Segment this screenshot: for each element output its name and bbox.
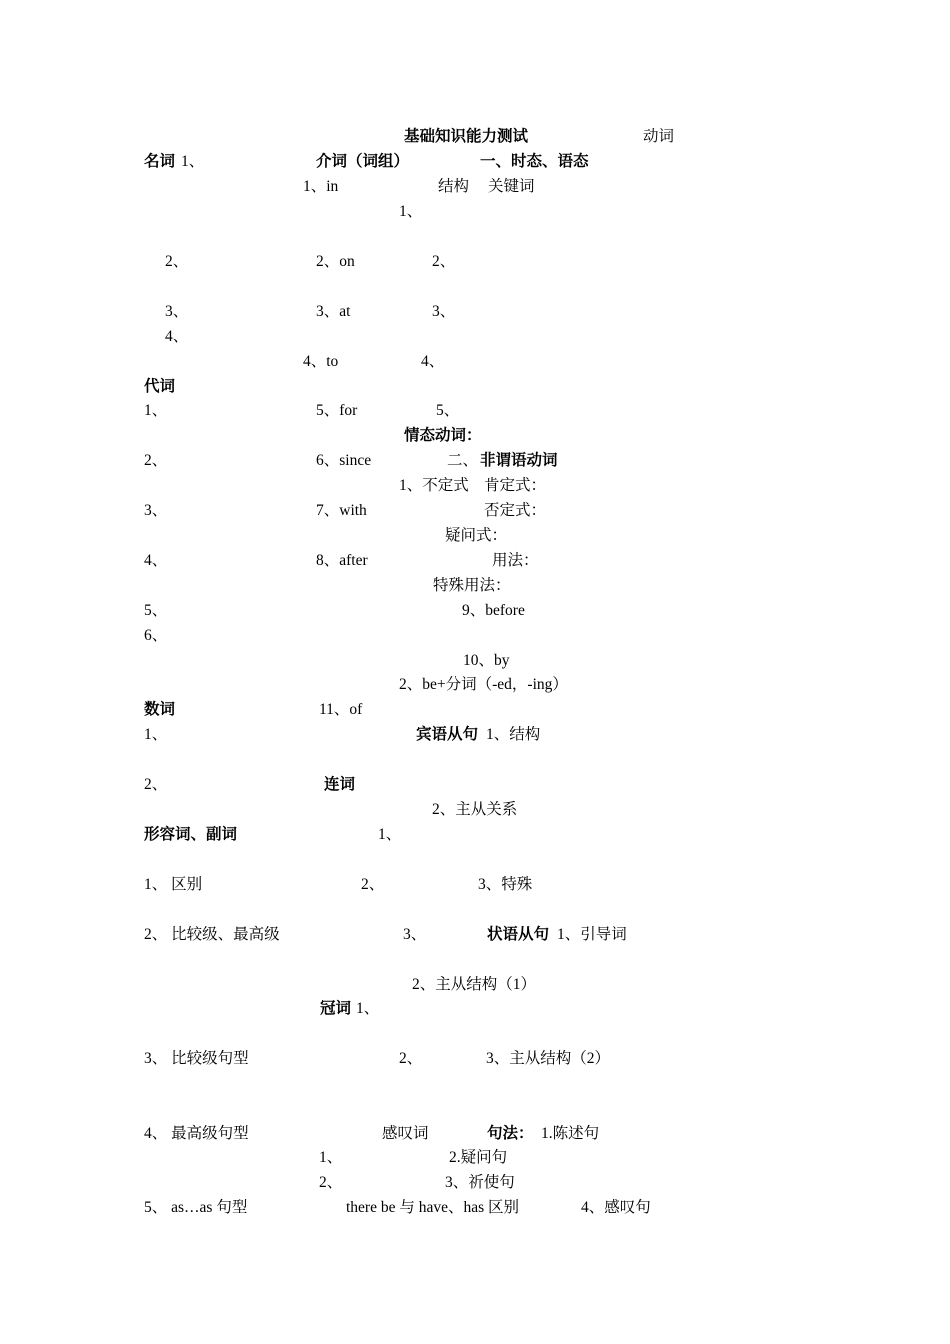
- adjective-adverb-item-4: 4、 最高级句型: [144, 1125, 249, 1142]
- infinitive-label: 1、不定式: [399, 477, 469, 494]
- object-clause-structure: 1、结构: [486, 726, 541, 743]
- noun-item-4: 4、: [165, 328, 189, 345]
- interrogative-form-label: 疑问式：: [445, 527, 508, 544]
- adjective-adverb-item-5: 5、 as…as 句型: [144, 1199, 248, 1216]
- preposition-item-by: 10、by: [463, 652, 510, 669]
- numeral-item-1: 1、: [144, 726, 168, 743]
- syntax-heading: 句法：: [487, 1125, 534, 1142]
- preposition-item-for: 5、for: [316, 402, 358, 419]
- adjective-adverb-item-3: 3、 比较级句型: [144, 1050, 249, 1067]
- preposition-item-with: 7、with: [316, 502, 367, 519]
- interjection-heading: 感叹词: [382, 1125, 429, 1142]
- preposition-heading: 介词（词组）: [316, 153, 410, 170]
- conjunction-heading: 连词: [324, 776, 356, 793]
- tense-item-4: 4、: [421, 353, 445, 370]
- adjective-adverb-item-2: 2、 比较级、最高级: [144, 926, 280, 943]
- syntax-interrogative: 2.疑问句: [449, 1149, 508, 1166]
- noun-item-1: 1、: [181, 153, 205, 170]
- tense-heading: 一、时态、语态: [480, 153, 589, 170]
- verb-heading: 动词: [643, 128, 675, 145]
- tense-col-structure: 结构: [438, 178, 470, 195]
- adverbial-clause-conjunction: 1、引导词: [557, 926, 627, 943]
- conjunction-item-1: 1、: [378, 826, 402, 843]
- preposition-item-since: 6、since: [316, 452, 372, 469]
- tense-col-keyword: 关键词: [488, 178, 535, 195]
- syntax-imperative: 3、祈使句: [445, 1174, 515, 1191]
- object-clause-heading: 宾语从句: [416, 726, 479, 743]
- preposition-item-to: 4、to: [303, 353, 339, 370]
- numeral-item-2: 2、: [144, 776, 168, 793]
- nonfinite-heading-prefix: 二、: [447, 452, 479, 469]
- pronoun-item-1: 1、: [144, 402, 168, 419]
- adverbial-clause-heading: 状语从句: [487, 926, 550, 943]
- preposition-item-on: 2、on: [316, 253, 355, 270]
- numeral-heading: 数词: [144, 701, 176, 718]
- noun-item-2: 2、: [165, 253, 189, 270]
- preposition-item-after: 8、after: [316, 552, 368, 569]
- adjective-adverb-heading: 形容词、副词: [144, 826, 238, 843]
- adjective-adverb-item-1: 1、 区别: [144, 876, 203, 893]
- preposition-item-of: 11、of: [319, 701, 363, 718]
- object-clause-relation: 2、主从关系: [432, 801, 518, 818]
- participle-label: 2、be+分词（-ed，-ing）: [399, 676, 568, 693]
- special-usage-label: 特殊用法：: [433, 577, 511, 594]
- pronoun-item-5: 5、: [144, 602, 168, 619]
- conjunction-item-3: 3、: [403, 926, 427, 943]
- modal-verb-heading: 情态动词：: [404, 427, 482, 444]
- syntax-declarative: 1.陈述句: [541, 1125, 600, 1142]
- preposition-item-before: 9、before: [462, 602, 525, 619]
- tense-item-5: 5、: [436, 402, 460, 419]
- article-heading: 冠词: [320, 1000, 352, 1017]
- preposition-item-in: 1、in: [303, 178, 339, 195]
- pronoun-item-3: 3、: [144, 502, 168, 519]
- noun-item-3: 3、: [165, 303, 189, 320]
- pronoun-heading: 代词: [144, 378, 176, 395]
- there-be-label: there be 与 have、has 区别: [346, 1199, 520, 1216]
- usage-label: 用法：: [492, 552, 539, 569]
- tense-item-3: 3、: [432, 303, 456, 320]
- preposition-item-at: 3、at: [316, 303, 351, 320]
- adverbial-clause-structure-2: 3、主从结构（2）: [486, 1050, 611, 1067]
- interjection-item-2: 2、: [319, 1174, 343, 1191]
- article-item-2: 2、: [399, 1050, 423, 1067]
- pronoun-item-6: 6、: [144, 627, 168, 644]
- page-title: 基础知识能力测试: [404, 128, 529, 145]
- interjection-item-1: 1、: [319, 1149, 343, 1166]
- noun-heading: 名词: [144, 153, 176, 170]
- negative-label: 否定式：: [484, 502, 547, 519]
- nonfinite-heading: 非谓语动词: [480, 452, 558, 469]
- pronoun-item-4: 4、: [144, 552, 168, 569]
- pronoun-item-2: 2、: [144, 452, 168, 469]
- object-clause-special: 3、特殊: [478, 876, 533, 893]
- tense-item-1: 1、: [399, 203, 423, 220]
- adverbial-clause-structure-1: 2、主从结构（1）: [412, 976, 537, 993]
- article-item-1: 1、: [356, 1000, 380, 1017]
- syntax-exclamatory: 4、感叹句: [581, 1199, 651, 1216]
- conjunction-item-2: 2、: [361, 876, 385, 893]
- affirmative-label: 肯定式：: [484, 477, 547, 494]
- tense-item-2: 2、: [432, 253, 456, 270]
